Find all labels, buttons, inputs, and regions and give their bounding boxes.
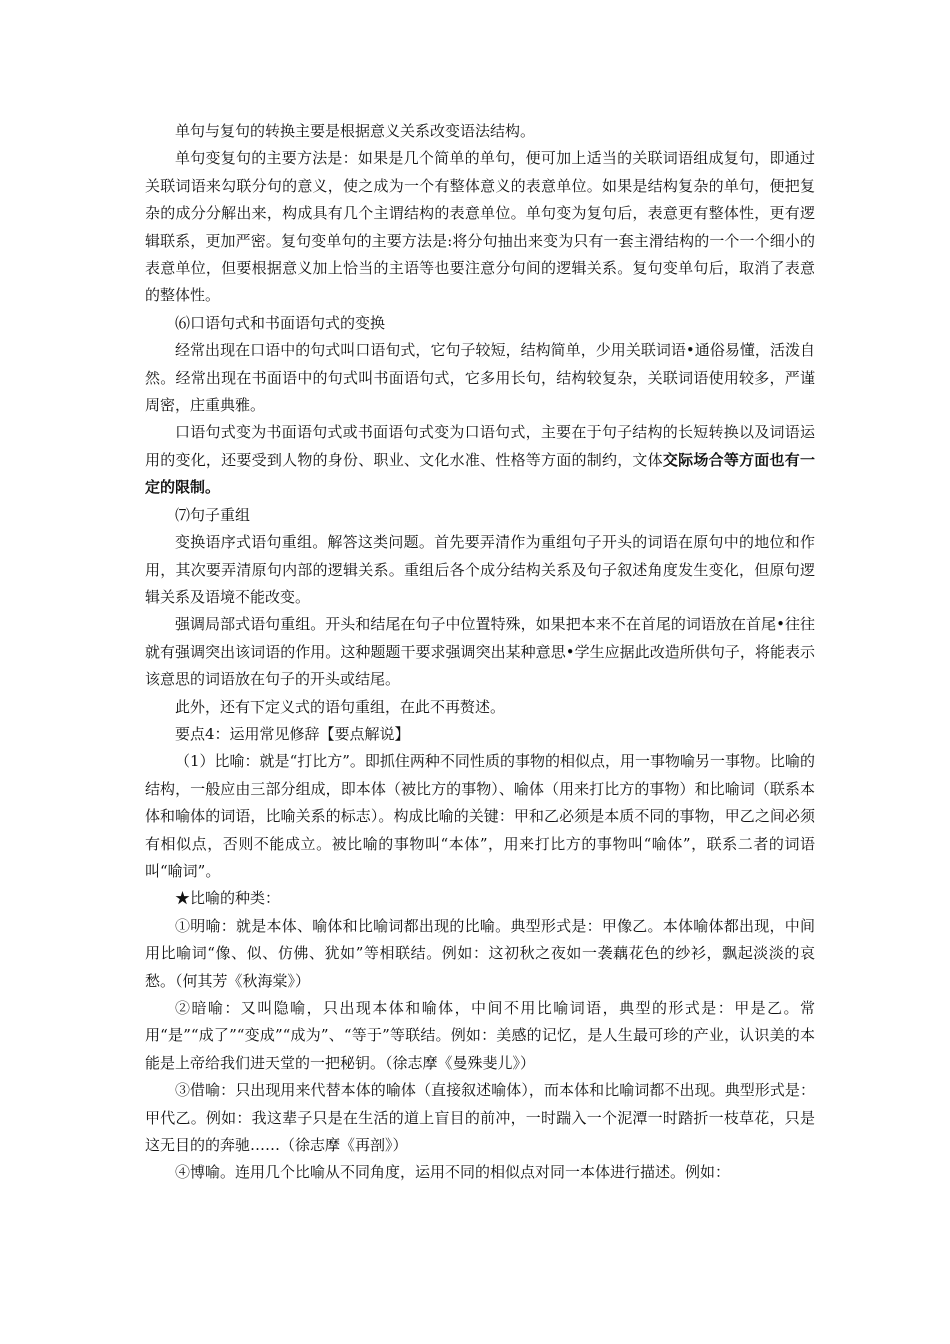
document-page — [145, 118, 815, 1187]
key-point-4-heading: 要点4：运用常见修辞【要点解说】 — [175, 724, 410, 743]
paragraph-single-complex-intro: 单句与复句的转换主要是根据意义关系改变语法结构。 — [175, 122, 536, 140]
paragraph-emphasis-recombination: 强调局部式语句重组。开头和结尾在句子中位置特殊，如果把本来不在首尾的词语放在首尾•往往就有强调突出该词语的作用。这种题题干要求强调突出某种意思•学生应据此改造所供句子，将能表示该意思的词语放在句子的开头或结尾。 — [145, 615, 815, 689]
paragraph-spoken-written-conversion — [145, 419, 815, 501]
paragraph-simile: ①明喻：就是本体、喻体和比喻词都出现的比喻。典型形式是：甲像乙。本体喻体都出现，中间用比喻词“像、似、仿佛、犹如”等相联结。例如：这初秋之夜如一袭藕花色的纱衫，飘起淡淡的哀愁。（何其芳《秋海棠》） — [145, 916, 815, 990]
paragraph-conversion-methods: 单句变复句的主要方法是：如果是几个简单的单句，便可加上适当的关联词语组成复句，即通过关联词语来勾联分句的意义，使之成为一个有整体意义的表意单位。如果是结构复杂的单句，便把复杂的成分分解出来，构成具有几个主谓结构的表意单位。单句变为复句后，表意更有整体性，更有逻辑联系，更加严密。复句变单句的主要方法是:将分句抽出来变为只有一套主滑结构的一个一个细小的表意单位，但要根据意义加上恰当的主语等也要注意分句间的逻辑关系。复句变单句后，取消了表意的整体性。 — [145, 149, 815, 305]
paragraph-definition-recombination: 此外，还有下定义式的语句重组，在此不再赘述。 — [175, 697, 506, 716]
paragraph-word-order-recombination: 变换语序式语句重组。解答这类问题。首先要弄清作为重组句子开头的词语在原句中的地位和作用，其次要弄清原句内部的逻辑关系。重组后各个成分结构关系及句子叙述角度发生变化，但原句逻辑关系及语境不能改变。 — [145, 533, 815, 606]
paragraph-implicit-metaphor: ②暗喻：又叫隐喻，只出现本体和喻体，中间不用比喻词语，典型的形式是：甲是乙。常用“是”“成了”“变成”“成为”、“等于”等联结。例如：美感的记忆，是人生最可珍的产业，认识美的本能是上帝给我们进天堂的一把秘钥。（徐志摩《曼殊斐儿》） — [145, 999, 815, 1072]
section-heading-spoken-written: ⑹口语句式和书面语句式的变换 — [175, 313, 386, 332]
paragraph-conversion-text: 口语句式变为书面语句式或书面语句式变为口语句式，主要在于句子结构的长短转换以及词语运用的变化，还要受到人物的身份、职业、文化水准、性格等方面的制约，文体 — [145, 423, 815, 469]
paragraph-borrowed-metaphor: ③借喻：只出现用来代替本体的喻体（直接叙述喻体），而本体和比喻词都不出现。典型形式是：甲代乙。例如：我这辈子只是在生活的道上盲目的前冲，一时踹入一个泥潭一时踏折一枝草花，只是这无目的的奔驰……（徐志摩《再剖》） — [145, 1081, 815, 1155]
paragraph-metaphor-definition: （1）比喻：就是“打比方”。即抓住两种不同性质的事物的相似点，用一事物喻另一事物。比喻的结构，一般应由三部分组成，即本体（被比方的事物）、喻体（用来打比方的事物）和比喻词（联系本体和喻体的词语，比喻关系的标志）。构成比喻的关键：甲和乙必须是本质不同的事物，甲乙之间必须有相似点，否则不能成立。被比喻的事物叫“本体”，用来打比方的事物叫“喻体”，联系二者的词语叫“喻词”。 — [145, 752, 815, 880]
paragraph-spoken-written-definition: 经常出现在口语中的句式叫口语旬式，它句子较短，结构简单，少用关联词语•通俗易懂，活泼自然。经常出现在书面语中的句式叫书面语句式，它多用长句，结构较复杂，关联词语使用较多，严谨周密，庄重典雅。 — [145, 341, 815, 415]
metaphor-types-heading: ★比喻的种类： — [175, 889, 281, 908]
section-heading-sentence-recombination: ⑺句子重组 — [175, 505, 251, 524]
paragraph-conversion-bold-text: 交际场合等方面也有一定的限制。 — [145, 450, 815, 497]
paragraph-extended-metaphor: ④博喻。连用几个比喻从不同角度，运用不同的相似点对同一本体进行描述。例如： — [175, 1163, 731, 1182]
